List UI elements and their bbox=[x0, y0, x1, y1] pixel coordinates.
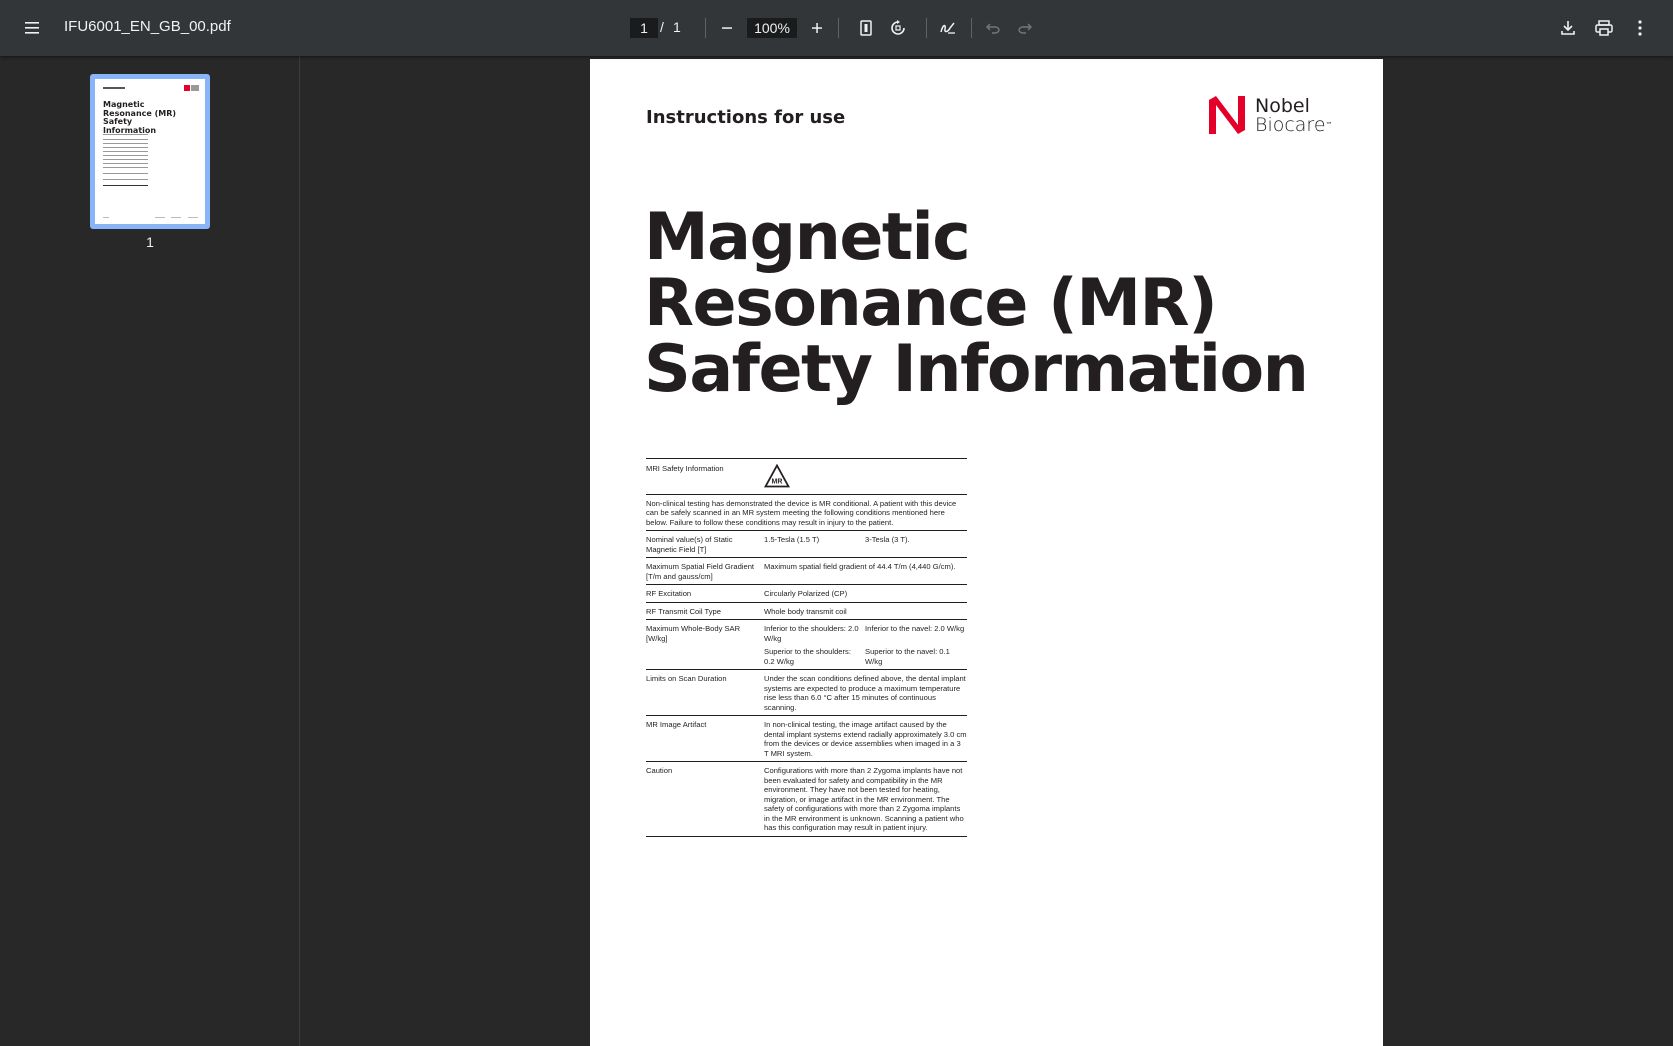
table-label: Maximum Whole-Body SAR [W/kg] bbox=[646, 624, 741, 643]
table-value: Inferior to the shoulders: 2.0 W/kg bbox=[764, 624, 859, 643]
table-value: Configurations with more than 2 Zygoma implants have not been evaluated for safety and compatibility in the MR environment. They have not been tested for heating, migration, or image artifact in the MR environment. The safety of configurations with more than 2 Zygoma implants in the MR environment is unknown. Scanning a patient who has this configuration may result in patient injury. bbox=[764, 766, 964, 832]
table-label: RF Excitation bbox=[646, 589, 692, 598]
print-icon[interactable] bbox=[1588, 12, 1620, 44]
page-thumbnail[interactable] bbox=[90, 74, 210, 229]
zoom-input[interactable]: 100% bbox=[747, 18, 797, 38]
document-header: Instructions for use bbox=[646, 107, 846, 128]
pdf-page bbox=[590, 59, 1383, 1046]
table-row bbox=[646, 762, 967, 837]
table-row bbox=[646, 620, 967, 670]
document-viewer[interactable] bbox=[301, 56, 1673, 1046]
table-value: 3-Tesla (3 T). bbox=[865, 535, 910, 544]
toolbar-divider bbox=[838, 18, 839, 38]
thumbnail-logo-icon bbox=[184, 85, 190, 91]
nobel-biocare-logo bbox=[1207, 95, 1333, 137]
redo-icon[interactable] bbox=[1009, 12, 1041, 44]
thumbnail-page-number: 1 bbox=[146, 234, 154, 250]
mri-safety-table bbox=[646, 458, 967, 837]
pdf-toolbar bbox=[0, 0, 1673, 56]
table-value: Inferior to the navel: 2.0 W/kg bbox=[865, 624, 965, 633]
rotate-icon[interactable] bbox=[882, 12, 914, 44]
zoom-in-button[interactable] bbox=[801, 12, 833, 44]
toolbar-divider bbox=[971, 18, 972, 38]
nobel-logo-icon bbox=[1207, 95, 1247, 135]
more-options-icon[interactable] bbox=[1624, 12, 1656, 44]
table-label: Limits on Scan Duration bbox=[646, 674, 727, 683]
table-value: Circularly Polarized (CP) bbox=[764, 589, 848, 598]
table-intro: Non-clinical testing has demonstrated the device is MR conditional. A patient with this device can be safely scanned in an MR system meeting the following conditions mentioned here below. Failure to follow these conditions may result in injury to the patient. bbox=[646, 498, 957, 527]
thumbnail-title: Magnetic Resonance (MR) Safety Information bbox=[103, 100, 177, 135]
thumbnail-preview bbox=[95, 79, 205, 224]
file-name: IFU6001_EN_GB_00.pdf bbox=[64, 18, 231, 35]
document-title bbox=[644, 200, 1344, 407]
undo-icon[interactable] bbox=[977, 12, 1009, 44]
zoom-out-button[interactable] bbox=[711, 12, 743, 44]
thumbnail-sidebar bbox=[0, 56, 300, 1046]
table-value: Maximum spatial field gradient of 44.4 T/m (4,440 G/cm). bbox=[764, 562, 956, 571]
table-row bbox=[646, 585, 967, 603]
table-row bbox=[646, 603, 967, 621]
title-line: Safety Information bbox=[644, 332, 1308, 407]
mr-conditional-icon bbox=[764, 464, 967, 491]
table-label: Maximum Spatial Field Gradient [T/m and gauss/cm] bbox=[646, 562, 755, 581]
page-number-input[interactable]: 1 bbox=[630, 18, 658, 38]
fit-page-button[interactable] bbox=[850, 12, 882, 44]
toolbar-divider bbox=[705, 18, 706, 38]
page-separator: / bbox=[660, 19, 664, 35]
table-label: Caution bbox=[646, 766, 673, 775]
table-label: RF Transmit Coil Type bbox=[646, 606, 721, 616]
annotate-icon[interactable] bbox=[932, 12, 964, 44]
table-label: MR Image Artifact bbox=[646, 720, 707, 729]
menu-icon[interactable] bbox=[16, 12, 48, 44]
table-row bbox=[646, 531, 967, 558]
page-total: 1 bbox=[673, 19, 681, 35]
table-value: 1.5-Tesla (1.5 T) bbox=[764, 535, 820, 544]
mr-symbol-text: MR bbox=[771, 478, 783, 486]
table-value: Superior to the shoulders: 0.2 W/kg bbox=[764, 647, 851, 666]
logo-line-1: Nobel bbox=[1255, 95, 1310, 117]
table-row bbox=[646, 716, 967, 762]
table-row bbox=[646, 495, 967, 532]
table-value: Superior to the navel: 0.1 W/kg bbox=[865, 647, 950, 666]
toolbar-divider bbox=[926, 18, 927, 38]
table-row bbox=[646, 558, 967, 585]
table-value: Under the scan conditions defined above, the dental implant systems are expected to produce a maximum temperature rise less than 6.0 °C after 15 minutes of continuous scanning. bbox=[764, 674, 966, 712]
download-icon[interactable] bbox=[1552, 12, 1584, 44]
table-value: In non-clinical testing, the image artifact caused by the dental implant systems extend radially approximately 3.0 cm from the devices or device assemblies when imaged in a 3 T MRI system. bbox=[764, 720, 967, 758]
table-row bbox=[646, 459, 967, 495]
table-label: Nominal value(s) of Static Magnetic Field [T] bbox=[646, 535, 733, 554]
title-line: Resonance (MR) bbox=[644, 266, 1217, 341]
table-row bbox=[646, 670, 967, 716]
logo-tm: ™ bbox=[1325, 121, 1333, 129]
table-label: MRI Safety Information bbox=[646, 464, 724, 473]
title-line: Magnetic bbox=[644, 200, 970, 275]
logo-line-2: Biocare bbox=[1255, 114, 1326, 136]
table-value: Whole body transmit coil bbox=[764, 606, 847, 616]
